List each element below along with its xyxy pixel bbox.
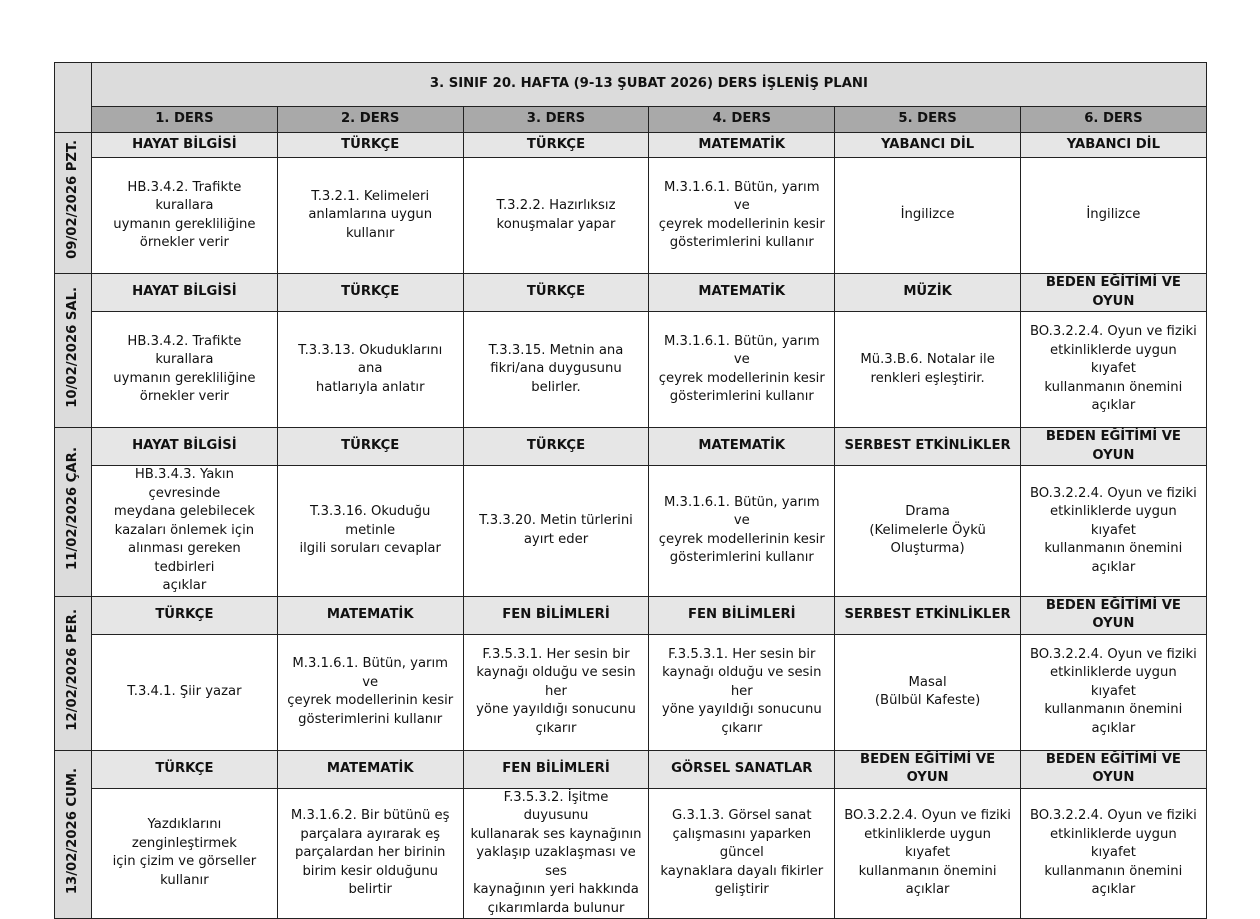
- day-cell: [55, 274, 92, 428]
- subject-row: [55, 133, 1207, 158]
- subject-cell: BEDEN EĞİTİMİ VE OYUN: [1020, 750, 1206, 788]
- day-label: 10/02/2026 SAL.: [64, 286, 80, 408]
- day-label: 11/02/2026 ÇAR.: [64, 447, 80, 570]
- lesson-header-3: 3. DERS: [463, 107, 649, 133]
- objective-cell: [649, 788, 835, 919]
- objective-cell: [277, 312, 463, 428]
- objective-cell: [463, 312, 649, 428]
- objective-text: F.3.5.3.1. Her sesin bir kaynağı olduğu ve sesin her yöne yayıldığı sonucunu çıkarır: [476, 646, 636, 736]
- objective-cell: [835, 634, 1021, 750]
- objective-cell: [277, 158, 463, 274]
- objective-cell: [1020, 158, 1206, 274]
- objective-cell: [463, 158, 649, 274]
- corner-cell: [55, 63, 92, 133]
- objective-cell: [277, 634, 463, 750]
- subject-cell: TÜRKÇE: [463, 428, 649, 466]
- objective-text: T.3.4.1. Şiir yazar: [127, 683, 242, 699]
- subject-row: [55, 596, 1207, 634]
- subject-cell: FEN BİLİMLERİ: [649, 596, 835, 634]
- objective-cell: [835, 466, 1021, 597]
- subject-cell: BEDEN EĞİTİMİ VE OYUN: [835, 750, 1021, 788]
- subject-cell: HAYAT BİLGİSİ: [92, 274, 278, 312]
- objective-text: G.3.1.3. Görsel sanat çalışmasını yaparken güncel kaynaklara dayalı fikirler geliştirir: [660, 808, 824, 897]
- objective-text: T.3.2.2. Hazırlıksız konuşmalar yapar: [496, 198, 616, 232]
- subject-row: [55, 274, 1207, 312]
- objective-cell: [277, 466, 463, 597]
- objective-cell: [92, 466, 278, 597]
- day-cell: [55, 428, 92, 597]
- lesson-header-2: 2. DERS: [277, 107, 463, 133]
- lesson-header-6: 6. DERS: [1020, 107, 1206, 133]
- day-label: 12/02/2026 PER.: [64, 608, 80, 731]
- lesson-header-1: 1. DERS: [92, 107, 278, 133]
- objective-text: BO.3.2.2.4. Oyun ve fiziki etkinliklerde uygun kıyafet kullanmanın önemini açıklar: [1029, 808, 1197, 897]
- objective-text: T.3.3.15. Metnin ana fikri/ana duygusunu belirler.: [488, 342, 624, 395]
- subject-cell: TÜRKÇE: [92, 596, 278, 634]
- subject-cell: YABANCI DİL: [835, 133, 1021, 158]
- objective-text: M.3.1.6.2. Bir bütünü eş parçalara ayırarak eş parçalardan her birinin birim kesir olduğunu belirtir: [290, 808, 450, 897]
- subject-cell: BEDEN EĞİTİMİ VE OYUN: [1020, 274, 1206, 312]
- objective-cell: [277, 788, 463, 919]
- objective-text: M.3.1.6.1. Bütün, yarım ve çeyrek modellerinin kesir gösterimlerini kullanır: [658, 179, 825, 250]
- objective-text: M.3.1.6.1. Bütün, yarım ve çeyrek modellerinin kesir gösterimlerini kullanır: [658, 494, 825, 566]
- subject-cell: MATEMATİK: [277, 750, 463, 788]
- objective-text: BO.3.2.2.4. Oyun ve fiziki etkinliklerde uygun kıyafet kullanmanın önemini açıklar: [1029, 485, 1197, 575]
- subject-cell: MATEMATİK: [649, 274, 835, 312]
- objective-cell: [1020, 466, 1206, 597]
- objective-cell: [835, 788, 1021, 919]
- subject-cell: HAYAT BİLGİSİ: [92, 133, 278, 158]
- subject-cell: HAYAT BİLGİSİ: [92, 428, 278, 466]
- objective-cell: [463, 788, 649, 919]
- subject-cell: TÜRKÇE: [92, 750, 278, 788]
- objective-cell: [92, 634, 278, 750]
- objective-cell: [92, 158, 278, 274]
- objective-text: İngilizce: [900, 207, 955, 223]
- day-cell: [55, 133, 92, 274]
- objective-cell: [835, 312, 1021, 428]
- objective-text: T.3.3.16. Okuduğu metinle ilgili soruları cevaplar: [299, 504, 441, 556]
- objective-text: HB.3.4.2. Trafikte kurallara uymanın gerekliliğine örnekler verir: [113, 179, 256, 250]
- objective-cell: [649, 158, 835, 274]
- subject-cell: FEN BİLİMLERİ: [463, 750, 649, 788]
- objective-text: M.3.1.6.1. Bütün, yarım ve çeyrek modellerinin kesir gösterimlerini kullanır: [658, 333, 825, 404]
- subject-cell: YABANCI DİL: [1020, 133, 1206, 158]
- objective-row: [55, 158, 1207, 274]
- subject-row: [55, 428, 1207, 466]
- objective-text: M.3.1.6.1. Bütün, yarım ve çeyrek modellerinin kesir gösterimlerini kullanır: [287, 656, 454, 727]
- objective-text: BO.3.2.2.4. Oyun ve fiziki etkinliklerde uygun kıyafet kullanmanın önemini açıklar: [844, 808, 1011, 897]
- day-label: 13/02/2026 CUM.: [64, 767, 80, 895]
- subject-cell: TÜRKÇE: [277, 428, 463, 466]
- objective-text: HB.3.4.3. Yakın çevresinde meydana gelebilecek kazaları önlemek için alınması gereken tedbirleri açıklar: [113, 467, 255, 593]
- objective-text: T.3.2.1. Kelimeleri anlamlarına uygun kullanır: [308, 188, 433, 241]
- objective-cell: [1020, 634, 1206, 750]
- plan-title: 3. SINIF 20. HAFTA (9-13 ŞUBAT 2026) DERS İŞLENİŞ PLANI: [92, 63, 1207, 107]
- subject-cell: MÜZİK: [835, 274, 1021, 312]
- objective-cell: [835, 158, 1021, 274]
- subject-cell: TÜRKÇE: [463, 274, 649, 312]
- subject-cell: MATEMATİK: [649, 133, 835, 158]
- lesson-header-4: 4. DERS: [649, 107, 835, 133]
- subject-cell: BEDEN EĞİTİMİ VE OYUN: [1020, 596, 1206, 634]
- objective-text: F.3.5.3.2. İşitme duyusunu kullanarak ses kaynağının yaklaşıp uzaklaşması ve ses kaynağının yeri hakkında çıkarımlarda bulunur: [470, 789, 642, 916]
- objective-cell: [463, 634, 649, 750]
- objective-text: İngilizce: [1086, 207, 1141, 223]
- objective-text: Drama (Kelimelerle Öykü Oluşturma): [869, 504, 986, 556]
- subject-cell: BEDEN EĞİTİMİ VE OYUN: [1020, 428, 1206, 466]
- objective-text: Yazdıklarını zenginleştirmek için çizim ve görseller kullanır: [112, 817, 257, 888]
- day-cell: [55, 750, 92, 919]
- subject-cell: SERBEST ETKİNLİKLER: [835, 428, 1021, 466]
- objective-text: Mü.3.B.6. Notalar ile renkleri eşleştirir.: [860, 352, 995, 386]
- objective-text: T.3.3.20. Metin türlerini ayırt eder: [479, 513, 633, 547]
- objective-text: BO.3.2.2.4. Oyun ve fiziki etkinliklerde uygun kıyafet kullanmanın önemini açıklar: [1029, 324, 1197, 414]
- objective-text: T.3.3.13. Okuduklarını ana hatlarıyla anlatır: [298, 342, 443, 395]
- subject-cell: FEN BİLİMLERİ: [463, 596, 649, 634]
- lesson-header-5: 5. DERS: [835, 107, 1021, 133]
- subject-cell: TÜRKÇE: [463, 133, 649, 158]
- objective-row: [55, 634, 1207, 750]
- objective-cell: [649, 466, 835, 597]
- objective-text: BO.3.2.2.4. Oyun ve fiziki etkinliklerde uygun kıyafet kullanmanın önemini açıklar: [1029, 646, 1197, 736]
- objective-row: [55, 466, 1207, 597]
- day-label: 09/02/2026 PZT.: [64, 140, 80, 260]
- subject-cell: TÜRKÇE: [277, 133, 463, 158]
- objective-cell: [1020, 788, 1206, 919]
- objective-cell: [92, 788, 278, 919]
- subject-cell: SERBEST ETKİNLİKLER: [835, 596, 1021, 634]
- objective-cell: [463, 466, 649, 597]
- objective-cell: [649, 634, 835, 750]
- objective-text: HB.3.4.2. Trafikte kurallara uymanın gerekliliğine örnekler verir: [113, 333, 256, 404]
- subject-row: [55, 750, 1207, 788]
- lesson-plan-table: [54, 62, 1207, 919]
- objective-text: Masal (Bülbül Kafeste): [874, 674, 981, 708]
- objective-cell: [1020, 312, 1206, 428]
- objective-text: F.3.5.3.1. Her sesin bir kaynağı olduğu ve sesin her yöne yayıldığı sonucunu çıkarır: [661, 646, 822, 736]
- subject-cell: MATEMATİK: [649, 428, 835, 466]
- objective-cell: [649, 312, 835, 428]
- day-cell: [55, 596, 92, 750]
- subject-cell: TÜRKÇE: [277, 274, 463, 312]
- subject-cell: GÖRSEL SANATLAR: [649, 750, 835, 788]
- objective-row: [55, 788, 1207, 919]
- objective-cell: [92, 312, 278, 428]
- objective-row: [55, 312, 1207, 428]
- subject-cell: MATEMATİK: [277, 596, 463, 634]
